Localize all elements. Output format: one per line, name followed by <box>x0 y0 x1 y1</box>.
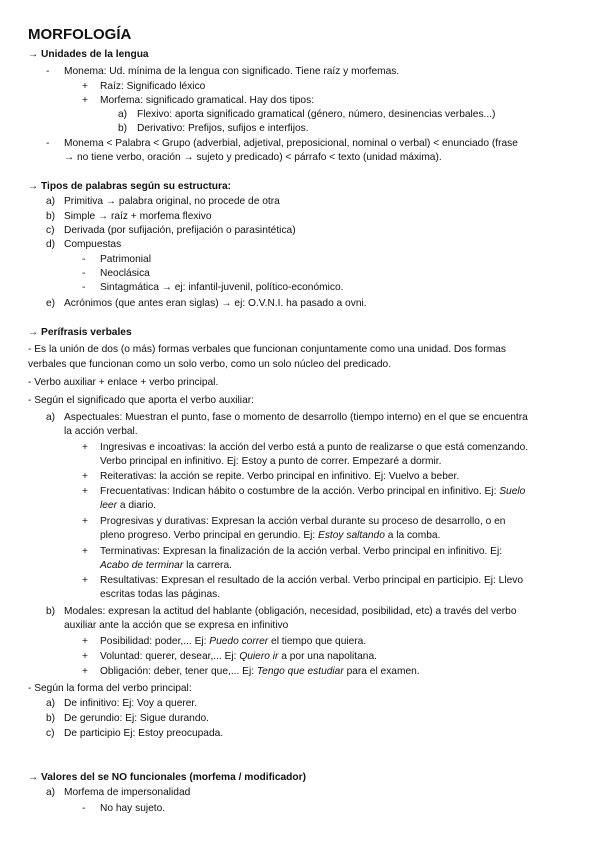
line-participio: De participio Ej: Estoy preocupada. <box>64 728 224 739</box>
text-posibilidad: Posibilidad: poder,... Ej: <box>100 636 210 647</box>
bullet-plus: + <box>82 81 88 92</box>
line-morfema: Morfema: significado gramatical. Hay dos tipos: <box>100 95 315 106</box>
bullet-plus: + <box>82 636 88 647</box>
line-no-hay-sujeto: No hay sujeto. <box>100 803 166 814</box>
bullet-dash: - <box>46 66 50 77</box>
text-frecuentativas: Frecuentativas: Indican hábito o costumbre de la acción. Verbo principal en infinitivo. Ej: <box>100 486 500 497</box>
marker-a: a) <box>118 109 128 120</box>
line-reiterativas: Reiterativas: la acción se repite. Verbo principal en infinitivo. Ej: Vuelvo a beber. <box>100 471 460 482</box>
bullet-dash: - <box>82 268 86 279</box>
text-napolitana: a por una napolitana. <box>278 651 377 662</box>
line-sintagmatica: Sintagmática → ej: infantil-juvenil, político-económico. <box>100 282 344 293</box>
line-impersonalidad: Morfema de impersonalidad <box>64 787 191 798</box>
marker-b: b) <box>46 606 56 617</box>
line-infinitivo: De infinitivo: Ej: Voy a querer. <box>64 698 198 709</box>
example-estoy-saltando: Estoy saltando <box>318 530 385 541</box>
line-ingresivas-1: Ingresivas e incoativas: la acción del verbo está a punto de realizarse o que está comenzando. <box>100 442 529 453</box>
bullet-plus: + <box>82 546 88 557</box>
line-derivativo: Derivativo: Prefijos, sufijos e interfijos. <box>137 123 309 134</box>
line-definicion-2: verbales que funcionan como un solo verbo, como un solo núcleo del predicado. <box>28 359 392 370</box>
bullet-plus: + <box>82 651 88 662</box>
marker-d: d) <box>46 239 56 250</box>
line-estructura: - Verbo auxiliar + enlace + verbo principal. <box>28 377 219 388</box>
line-aspectuales-1: Aspectuales: Muestran el punto, fase o momento de desarrollo (tiempo interno) en el que se encuentra <box>64 412 528 423</box>
text-obligacion: Obligación: deber, tener que,... Ej: <box>100 666 257 677</box>
line-obligacion <box>100 665 420 678</box>
bullet-dash: - <box>82 803 86 814</box>
text-la-carrera: la carrera. <box>183 560 232 571</box>
line-aspectuales-2: la acción verbal. <box>64 426 138 437</box>
line-terminativas-1: Terminativas: Expresan la finalización de la acción verbal. Verbo principal en infinitivo. Ej: <box>100 546 503 557</box>
marker-c: c) <box>46 225 55 236</box>
marker-a: a) <box>46 196 56 207</box>
text-a-diario: a diario. <box>117 500 157 511</box>
line-frecuentativas-1 <box>100 485 525 498</box>
line-segun-auxiliar: - Según el significado que aporta el verbo auxiliar: <box>28 395 254 406</box>
example-puedo-correr: Puedo correr <box>209 636 269 647</box>
bullet-plus: + <box>82 95 88 106</box>
section-heading-tipos: → Tipos de palabras según su estructura: <box>28 181 232 192</box>
marker-a: a) <box>46 412 56 423</box>
section-heading-valores-se: → Valores del se NO funcionales (morfema / modificador) <box>28 772 306 783</box>
line-ingresivas-2: Verbo principal en infinitivo. Ej: Estoy a punto de correr. Empezaré a dormir. <box>100 456 442 467</box>
line-modales-1: Modales: expresan la actitud del hablante (obligación, necesidad, posibilidad, etc) a través del verbo <box>64 606 517 617</box>
line-progresivas-2 <box>100 529 440 542</box>
line-primitiva: Primitiva → palabra original, no procede de otra <box>64 196 280 207</box>
section-heading-unidades: → Unidades de la lengua <box>28 49 149 60</box>
line-jerarquia-2: → no tiene verbo, oración → sujeto y predicado) < párrafo < texto (unidad máxima). <box>64 152 442 163</box>
line-modales-2: auxiliar ante la acción que se expresa en infinitivo <box>64 620 289 631</box>
line-frecuentativas-2 <box>100 499 156 512</box>
line-neoclasica: Neoclásica <box>100 268 150 279</box>
line-simple: Simple → raíz + morfema flexivo <box>64 211 212 222</box>
line-monema: Monema: Ud. mínima de la lengua con significado. Tiene raíz y morfemas. <box>64 66 400 77</box>
text-voluntad: Voluntad: querer, desear,... Ej: <box>100 651 240 662</box>
bullet-dash: - <box>82 282 86 293</box>
line-patrimonial: Patrimonial <box>100 254 151 265</box>
example-quiero-ir: Quiero ir <box>239 651 279 662</box>
bullet-plus: + <box>82 471 88 482</box>
marker-b: b) <box>118 123 128 134</box>
marker-a: a) <box>46 787 56 798</box>
bullet-plus: + <box>82 486 88 497</box>
line-resultativas-1: Resultativas: Expresan el resultado de la acción verbal. Verbo principal en participio. Ej: Llevo <box>100 575 524 586</box>
line-voluntad <box>100 650 377 663</box>
section-heading-perifrasis: → Perífrasis verbales <box>28 327 132 338</box>
bullet-dash: - <box>82 254 86 265</box>
line-gerundio: De gerundio: Ej: Sigue durando. <box>64 713 209 724</box>
bullet-plus: + <box>82 442 88 453</box>
line-segun-forma: - Según la forma del verbo principal: <box>28 683 192 694</box>
example-acabo-de-terminar: Acabo de terminar <box>100 560 184 571</box>
line-raiz: Raíz: Significado léxico <box>100 81 206 92</box>
marker-c: c) <box>46 728 55 739</box>
example-leer: leer <box>100 500 117 511</box>
line-flexivo: Flexivo: aporta significado gramatical (género, número, desinencias verbales...) <box>137 109 496 120</box>
marker-b: b) <box>46 713 56 724</box>
text-el-examen: para el examen. <box>343 666 420 677</box>
line-derivada: Derivada (por sufijación, prefijación o parasintética) <box>64 225 296 236</box>
line-definicion-1: - Es la unión de dos (o más) formas verbales que funcionan conjuntamente como una unidad. Dos formas <box>28 344 506 355</box>
bullet-plus: + <box>82 516 88 527</box>
line-compuestas: Compuestas <box>64 239 122 250</box>
line-terminativas-2 <box>100 559 232 572</box>
marker-e: e) <box>46 298 56 309</box>
bullet-plus: + <box>82 575 88 586</box>
line-progresivas-1: Progresivas y durativas: Expresan la acción verbal durante su proceso de desarrollo, o en <box>100 516 506 527</box>
marker-b: b) <box>46 211 56 222</box>
line-resultativas-2: escritas todas las páginas. <box>100 589 221 600</box>
text-a-la-comba: a la comba. <box>384 530 441 541</box>
text-pleno-progreso: pleno progreso. Verbo principal en gerundio. Ej: <box>100 530 319 541</box>
line-posibilidad <box>100 635 366 648</box>
page-title: MORFOLOGÍA <box>28 26 132 43</box>
example-suelo: Suelo <box>499 486 526 497</box>
bullet-dash: - <box>46 138 50 149</box>
bullet-plus: + <box>82 666 88 677</box>
example-tengo-que-estudiar: Tengo que estudiar <box>256 666 344 677</box>
line-jerarquia-1: Monema < Palabra < Grupo (adverbial, adjetival, preposicional, nominal o verbal) < enunciado (frase <box>64 138 518 149</box>
text-el-tiempo: el tiempo que quiera. <box>268 636 367 647</box>
line-acronimos: Acrónimos (que antes eran siglas) → ej: O.V.N.I. ha pasado a ovni. <box>64 298 367 309</box>
marker-a: a) <box>46 698 56 709</box>
